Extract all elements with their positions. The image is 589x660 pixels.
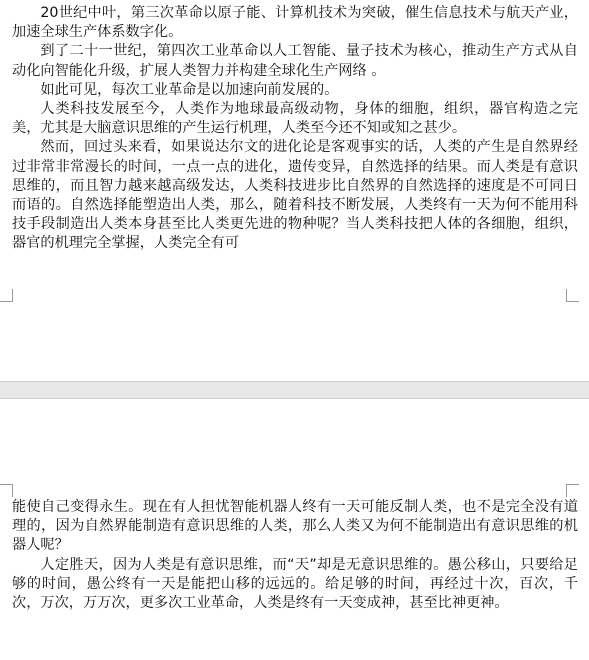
paragraph-eternal-life[interactable]: 能使自己变得永生。现在有人担忧智能机器人终有一天可能反制人类，也不是完全没有道理的，因为自然界能制造有意识思维的人类，那么人类又为何不能制造出有意识思维的机器人呢？ <box>12 499 578 554</box>
page-break-separator <box>0 381 589 399</box>
paragraph-man-conquers-nature[interactable]: 人定胜天，因为人类是有意识思维，而“天”却是无意识思维的。愚公移山，只要给足够的时间，愚公终有一天是能把山移的远远的。给足够的时间，再经过十次，百次，千次，万次，万万次，更多次工业革命，人类是终有一天变成神，甚至比神更神。 <box>12 556 578 612</box>
page-2-text-body <box>12 498 578 613</box>
document-page-1 <box>0 0 589 310</box>
paragraph-human-technology[interactable]: 人类科技发展至今，人类作为地球最高级动物，身体的细胞，组织，器官构造之完美，尤其是大脑意识思维的产生运行机理，人类至今还不知或知之甚少。 <box>12 101 578 137</box>
paragraph-fourth-revolution[interactable]: 到了二十一世纪，第四次工业革命以人工智能、量子技术为核心，推动生产方式从自动化向智能化升级，扩展人类智力并构建全球化生产网络 。 <box>12 43 578 79</box>
page-margin-corner-bottom-left <box>0 289 13 302</box>
paragraph-evolution[interactable]: 然而，回过头来看，如果说达尔文的进化论是客观事实的话，人类的产生是自然界经过非常非常漫长的时间，一点一点的进化，遗传变异，自然选择的结果。而人类是有意识思维的，而且智力越来越高级发达，人类科技进步比自然界的自然选择的速度是不可同日而语的。自然选择能塑造出人类，那么，随着科技不断发展，人类终有一天为何不能用科技手段制造出人类本身甚至比人类更先进的物种呢？当人类科技把人体的各细胞，组织，器官的机理完全掌握，人类完全有可 <box>12 139 578 252</box>
page-margin-corner-bottom-right <box>566 289 579 302</box>
paragraph-third-revolution[interactable]: 20世纪中叶，第三次革命以原子能、计算机技术为突破，催生信息技术与航天产业，加速全球生产体系数字化。 <box>12 5 578 41</box>
page-margin-corner-top-left <box>0 484 13 497</box>
page-1-text-body <box>12 4 578 254</box>
document-page-2 <box>0 399 589 660</box>
paragraph-conclusion[interactable]: 如此可见，每次工业革命是以加速向前发展的。 <box>40 81 339 98</box>
page-margin-corner-top-right <box>566 484 579 497</box>
